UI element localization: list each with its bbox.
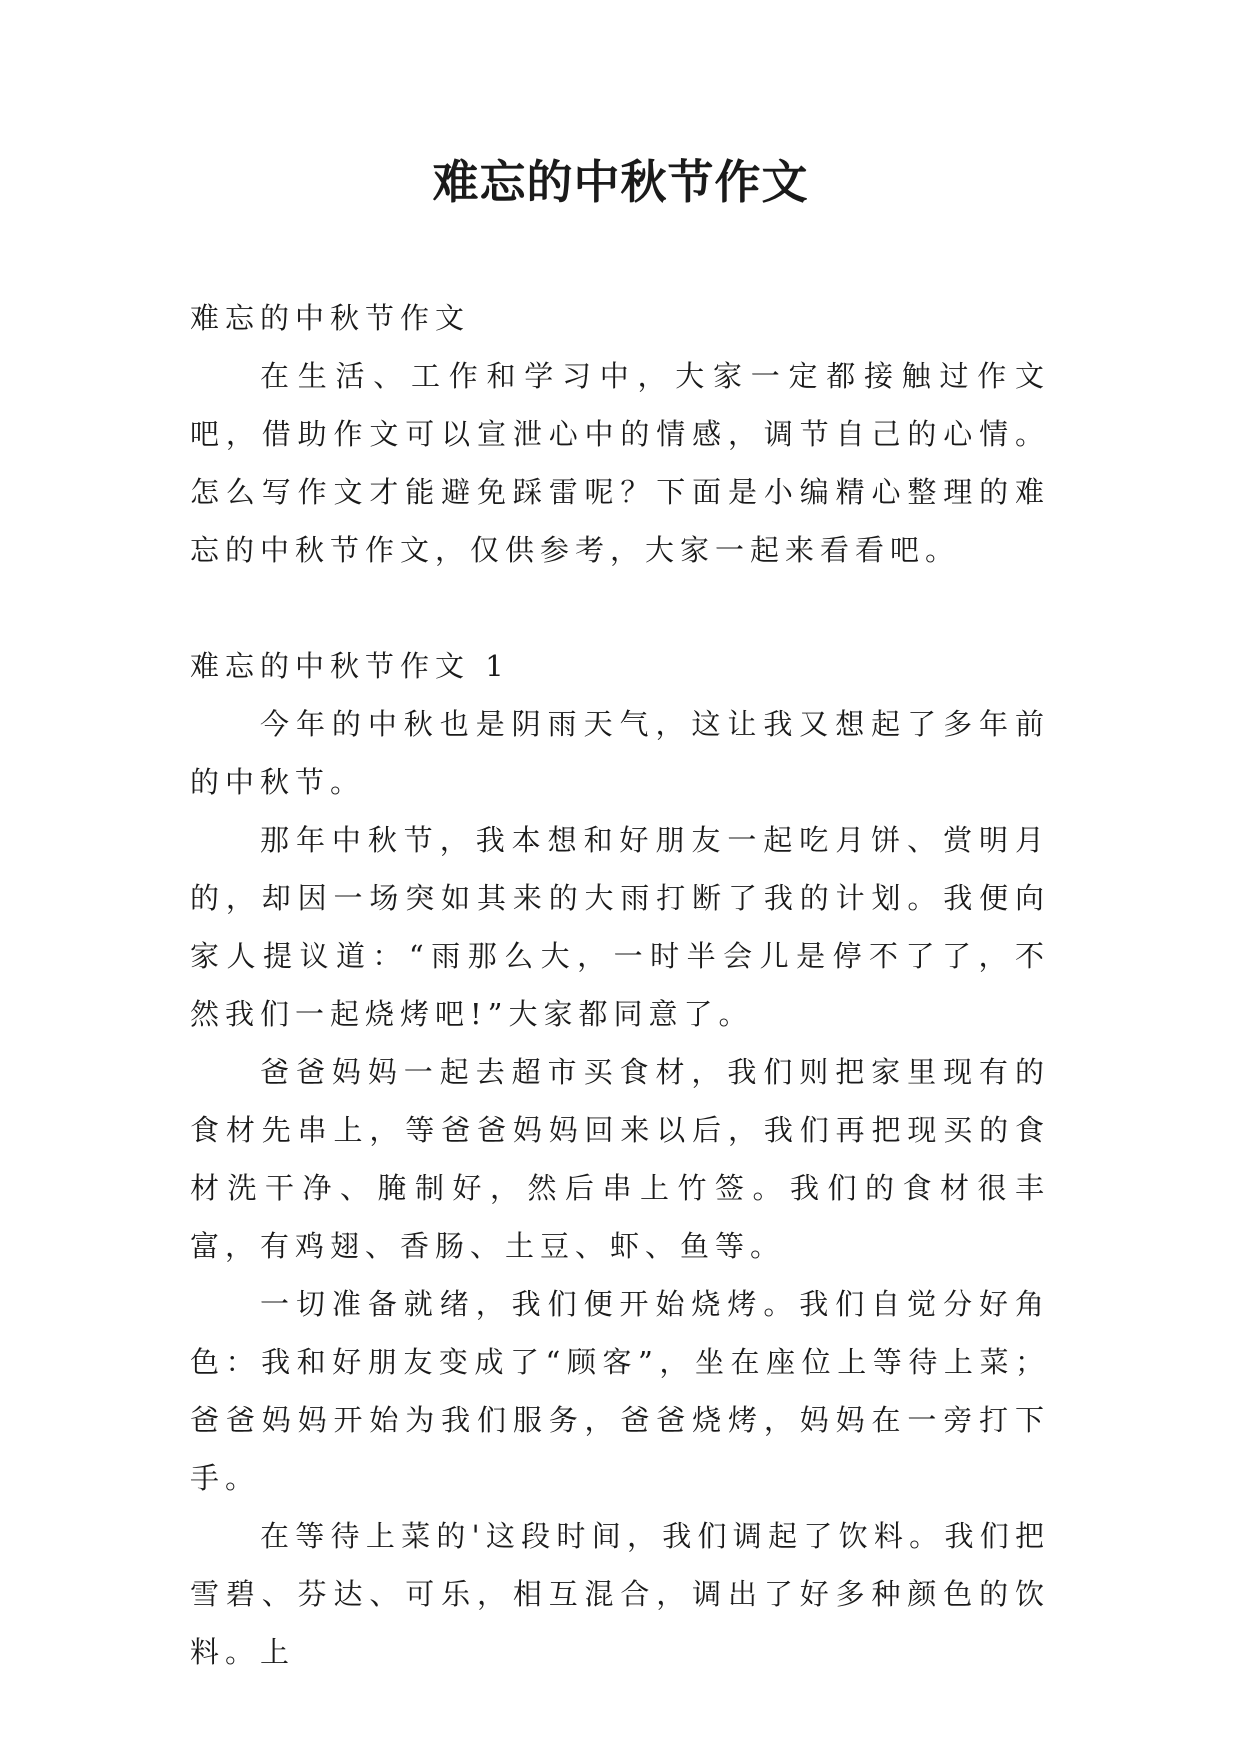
intro-heading: 难忘的中秋节作文 [190, 301, 471, 335]
body-paragraph: 在等待上菜的'这段时间，我们调起了饮料。我们把雪碧、芬达、可乐，相互混合，调出了好多种颜色的饮料。上 [190, 1519, 1050, 1669]
document-body [190, 289, 1050, 1681]
body-paragraph: 今年的中秋也是阴雨天气，这让我又想起了多年前的中秋节。 [190, 707, 1050, 799]
body-paragraph: 一切准备就绪，我们便开始烧烤。我们自觉分好角色：我和好朋友变成了“顾客”，坐在座位上等待上菜；爸爸妈妈开始为我们服务，爸爸烧烤，妈妈在一旁打下手。 [190, 1287, 1050, 1495]
intro-paragraph: 在生活、工作和学习中，大家一定都接触过作文吧，借助作文可以宣泄心中的情感，调节自己的心情。怎么写作文才能避免踩雷呢？下面是小编精心整理的难忘的中秋节作文，仅供参考，大家一起来看看吧。 [190, 359, 1050, 567]
document-title: 难忘的中秋节作文 [432, 155, 809, 209]
section-spacer [190, 579, 1050, 637]
body-paragraph: 爸爸妈妈一起去超市买食材，我们则把家里现有的食材先串上，等爸爸妈妈回来以后，我们再把现买的食材洗干净、腌制好，然后串上竹签。我们的食材很丰富，有鸡翅、香肠、土豆、虾、鱼等。 [190, 1055, 1050, 1263]
section-heading: 难忘的中秋节作文 1 [190, 649, 510, 683]
body-paragraph: 那年中秋节，我本想和好朋友一起吃月饼、赏明月的，却因一场突如其来的大雨打断了我的计划。我便向家人提议道：“雨那么大，一时半会儿是停不了了，不然我们一起烧烤吧!”大家都同意了。 [190, 823, 1050, 1031]
